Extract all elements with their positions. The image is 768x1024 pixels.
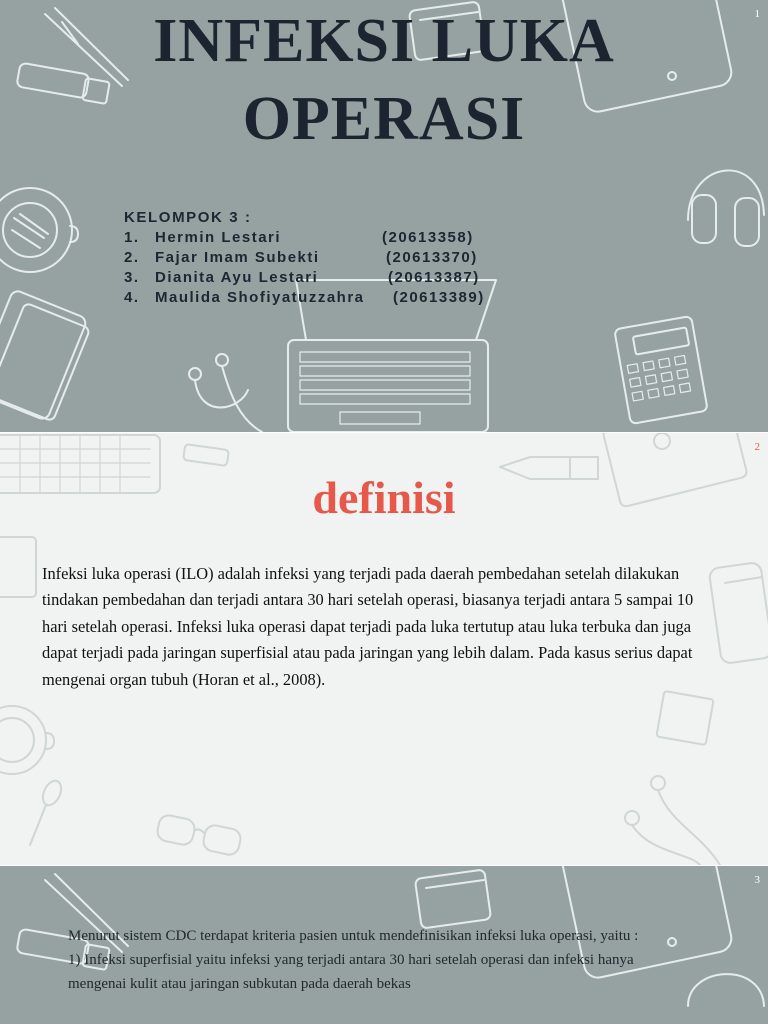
glasses-icon xyxy=(156,814,243,857)
group-label: KELOMPOK 3 : xyxy=(124,209,252,226)
member-nim: (20613387) xyxy=(388,269,480,286)
coffee-cup-icon xyxy=(0,706,54,774)
earphones-icon xyxy=(625,776,720,865)
spoon-icon xyxy=(30,778,65,845)
headphones-icon xyxy=(688,170,764,246)
member-nim: (20613358) xyxy=(382,229,474,246)
member-item xyxy=(124,288,485,308)
criteria-point-1: 1) Infeksi superfisial yaitu infeksi yang terjadi antara 30 hari setelah operasi dan infeksi hanya mengenai kulit atau jaringan subkutan pada daerah bekas xyxy=(68,952,634,992)
sticky-note-icon xyxy=(656,691,713,745)
definition-paragraph: Infeksi luka operasi (ILO) adalah infeksi yang terjadi pada daerah pembedahan setelah dilakukan tindakan pembedahan dan terjadi antara 30 hari setelah operasi, biasanya terjadi antara 5 sampai 10 hari setelah operasi. Infeksi luka operasi dapat terjadi pada luka tertutup atau luka terbuka dan juga dapat terjadi pada jaringan superfisial atau pada jaringan yang lebih dalam. Pada kasus serius dapat mengenai organ tubuh (Horan et al., 2008). xyxy=(42,564,694,689)
member-name: Hermin Lestari xyxy=(155,229,282,246)
wallet-icon xyxy=(415,869,491,928)
criteria-intro: Menurut sistem CDC terdapat kriteria pasien untuk mendefinisikan infeksi luka operasi, yaitu : xyxy=(68,928,639,944)
slide-2 xyxy=(0,433,768,865)
member-number: 1. xyxy=(124,229,140,246)
frame-icon xyxy=(0,537,36,597)
slide-number: 1 xyxy=(754,8,760,20)
notebook-icon xyxy=(0,289,90,421)
presentation-title xyxy=(0,2,768,158)
member-name: Maulida Shofiyatuzzahra xyxy=(155,289,365,306)
usb-drive-icon xyxy=(183,444,229,466)
slide-number: 3 xyxy=(754,874,760,886)
criteria-text xyxy=(68,924,688,996)
earphones-icon xyxy=(189,354,262,432)
member-name: Dianita Ayu Lestari xyxy=(155,269,319,286)
member-number: 3. xyxy=(124,269,140,286)
member-name: Fajar Imam Subekti xyxy=(155,249,320,266)
title-line-1: INFEKSI LUKA xyxy=(153,7,615,75)
calculator-icon xyxy=(614,316,707,424)
member-number: 2. xyxy=(124,249,140,266)
member-item xyxy=(124,268,480,288)
headphones-icon xyxy=(688,974,764,1006)
member-item xyxy=(124,228,474,248)
slide-number: 2 xyxy=(754,441,760,453)
smartphone-icon xyxy=(709,562,768,664)
slide-3 xyxy=(0,866,768,1024)
coffee-cup-icon xyxy=(0,188,78,272)
section-title: definisi xyxy=(312,472,456,523)
member-number: 4. xyxy=(124,289,140,306)
member-nim: (20613370) xyxy=(386,249,478,266)
title-line-2: OPERASI xyxy=(242,85,526,153)
slide-1 xyxy=(0,0,768,432)
member-nim: (20613389) xyxy=(393,289,485,306)
member-item xyxy=(124,248,478,268)
